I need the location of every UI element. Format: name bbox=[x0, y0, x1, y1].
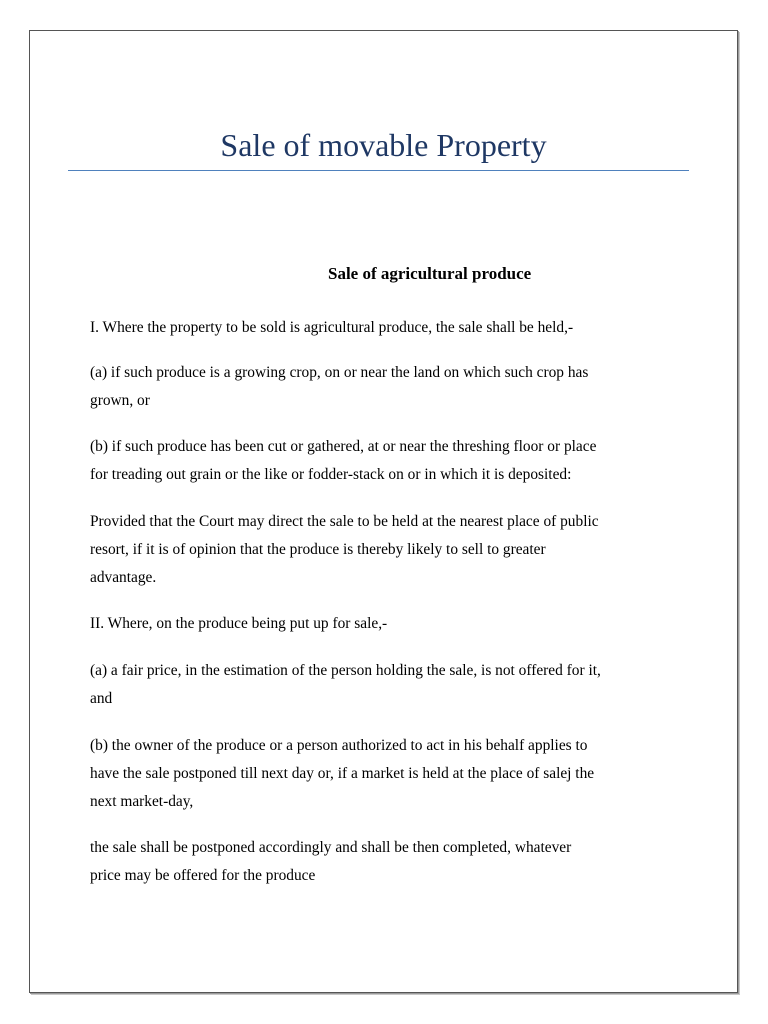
paragraph-line: II. Where, on the produce being put up for sale,- bbox=[90, 615, 388, 632]
paragraph-clause-1a bbox=[90, 359, 690, 415]
paragraph-line: the sale shall be postponed accordingly and shall be then completed, whatever bbox=[90, 839, 572, 856]
paragraph-line: (a) a fair price, in the estimation of the person holding the sale, is not offered for it, bbox=[90, 662, 601, 679]
paragraph-clause-2b bbox=[90, 732, 690, 816]
document-title: Sale of movable Property bbox=[220, 127, 547, 163]
title-underline bbox=[68, 170, 689, 171]
paragraph-line: and bbox=[90, 690, 113, 707]
paragraph-clause-1b bbox=[90, 433, 690, 489]
paragraph-line: grown, or bbox=[90, 392, 150, 409]
section-heading: Sale of agricultural produce bbox=[328, 264, 532, 283]
paragraph-line: (a) if such produce is a growing crop, on or near the land on which such crop has bbox=[90, 364, 589, 381]
paragraph-rule-2 bbox=[90, 610, 690, 638]
paragraph-line: next market-day, bbox=[90, 793, 194, 810]
paragraph-line: (b) if such produce has been cut or gathered, at or near the threshing floor or place bbox=[90, 438, 597, 455]
paragraph-line: for treading out grain or the like or fodder-stack on or in which it is deposited: bbox=[90, 466, 572, 483]
paragraph-proviso bbox=[90, 508, 690, 592]
paragraph-line: (b) the owner of the produce or a person authorized to act in his behalf applies to bbox=[90, 737, 588, 754]
paragraph-line: resort, if it is of opinion that the produce is thereby likely to sell to greater bbox=[90, 541, 546, 558]
paragraph-line: have the sale postponed till next day or, if a market is held at the place of salej the bbox=[90, 765, 595, 782]
paragraph-conclusion bbox=[90, 834, 690, 890]
paragraph-clause-2a bbox=[90, 657, 690, 713]
paragraph-line: I. Where the property to be sold is agricultural produce, the sale shall be held,- bbox=[90, 319, 574, 336]
document-page bbox=[29, 30, 738, 993]
paragraph-rule-1 bbox=[90, 314, 690, 342]
paragraph-line: advantage. bbox=[90, 569, 157, 586]
paragraph-line: Provided that the Court may direct the sale to be held at the nearest place of public bbox=[90, 513, 599, 530]
paragraph-line: price may be offered for the produce bbox=[90, 867, 316, 884]
